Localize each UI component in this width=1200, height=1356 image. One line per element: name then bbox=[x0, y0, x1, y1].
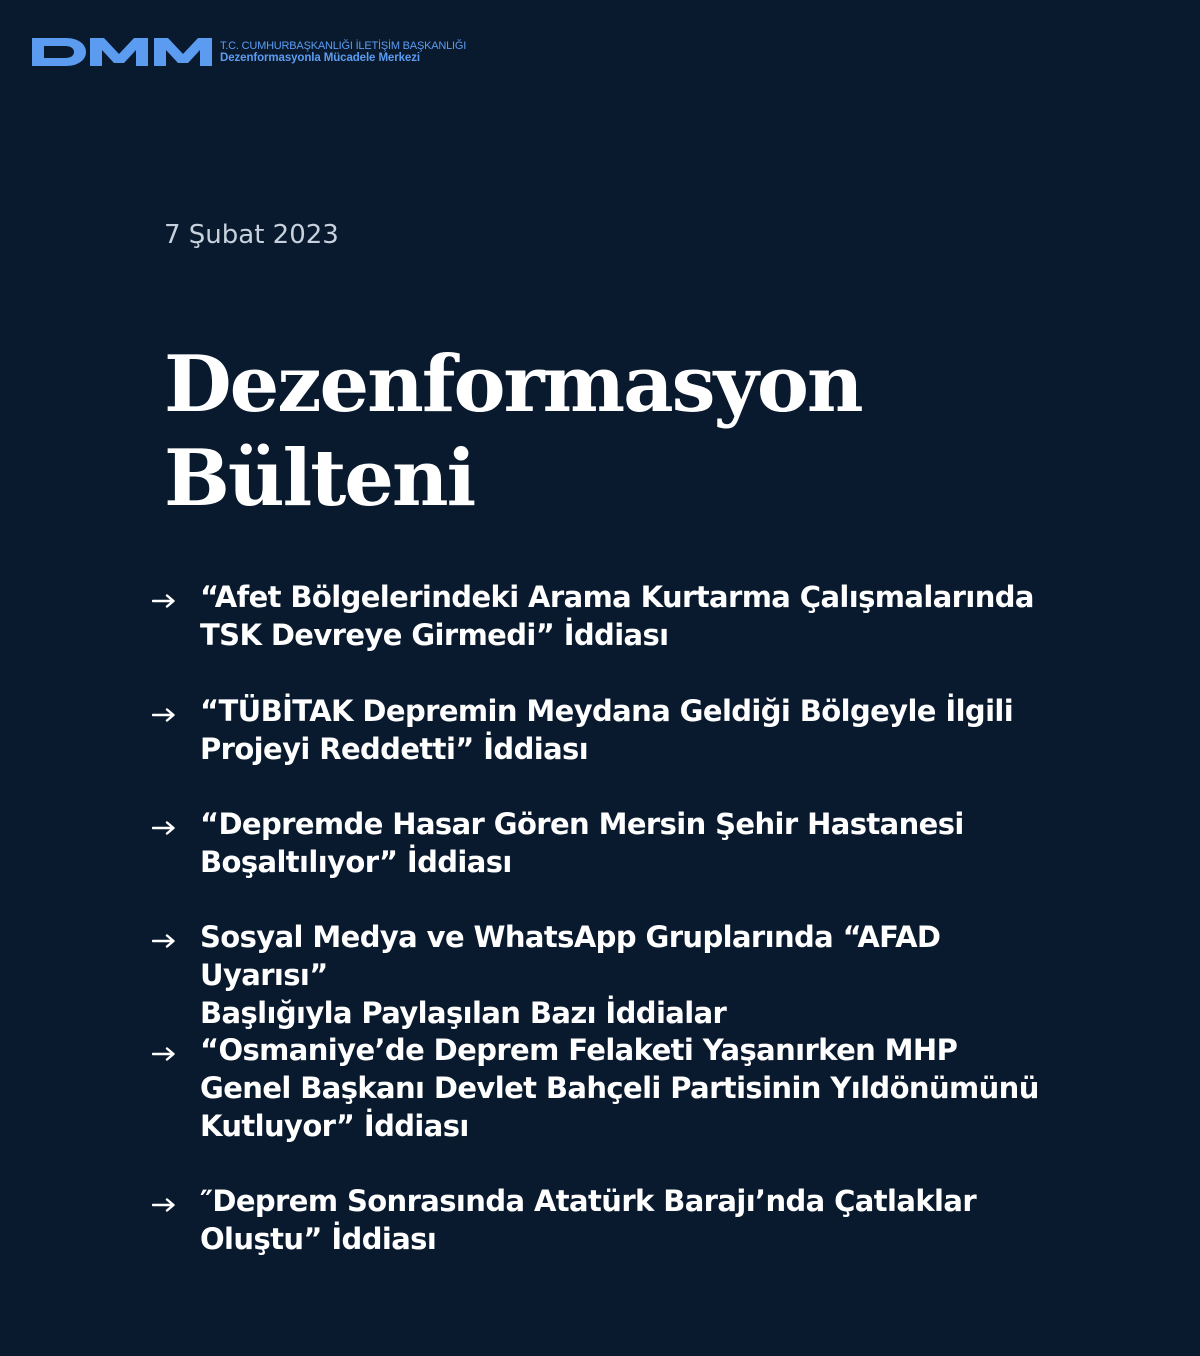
claim-text[interactable] bbox=[200, 1182, 976, 1258]
claim-text[interactable] bbox=[200, 918, 1072, 1032]
arrow-right-icon bbox=[152, 1031, 200, 1061]
claim-text-line: Başlığıyla Paylaşılan Bazı İddialar bbox=[200, 996, 727, 1030]
claim-text-line: Genel Başkanı Devlet Bahçeli Partisinin Yıldönümünü bbox=[200, 1071, 1039, 1105]
claim-item[interactable] bbox=[152, 692, 1013, 768]
arrow-right-icon bbox=[152, 578, 200, 608]
bulletin-date: 7 Şubat 2023 bbox=[164, 220, 339, 250]
claim-text[interactable] bbox=[200, 578, 1034, 654]
claim-text[interactable] bbox=[200, 1031, 1039, 1145]
claim-text-line: Kutluyor” İddiası bbox=[200, 1109, 469, 1143]
claim-item[interactable] bbox=[152, 578, 1034, 654]
claim-item[interactable] bbox=[152, 805, 964, 881]
claim-text-line: “Osmaniye’de Deprem Felaketi Yaşanırken MHP bbox=[200, 1033, 958, 1067]
claim-text-line: ″Deprem Sonrasında Atatürk Barajı’nda Çatlaklar bbox=[200, 1184, 977, 1218]
claim-item[interactable] bbox=[152, 1182, 976, 1258]
logo-text bbox=[220, 40, 466, 64]
claim-item[interactable] bbox=[152, 1031, 1039, 1145]
claim-text-line: Boşaltılıyor” İddiası bbox=[200, 845, 512, 879]
logo-org-name: T.C. CUMHURBAŞKANLIĞI İLETİŞİM BAŞKANLIĞI bbox=[220, 40, 467, 52]
dmm-logo-mark-icon bbox=[32, 38, 214, 66]
arrow-right-icon bbox=[152, 1182, 200, 1212]
arrow-right-icon bbox=[152, 692, 200, 722]
page-title bbox=[164, 338, 1064, 526]
logo-center-name: Dezenformasyonla Mücadele Merkezi bbox=[220, 52, 420, 64]
arrow-right-icon bbox=[152, 805, 200, 835]
dmm-logo bbox=[32, 38, 466, 66]
arrow-right-icon bbox=[152, 918, 200, 948]
title-line-1: Dezenformasyon bbox=[164, 339, 862, 430]
claim-text[interactable] bbox=[200, 805, 964, 881]
claim-text-line: “Depremde Hasar Gören Mersin Şehir Hastanesi bbox=[200, 807, 964, 841]
claim-text-line: “TÜBİTAK Depremin Meydana Geldiği Bölgeyle İlgili bbox=[200, 694, 1014, 728]
claim-item[interactable] bbox=[152, 918, 1072, 1032]
title-line-2: Bülteni bbox=[164, 433, 475, 524]
claim-text-line: Oluştu” İddiası bbox=[200, 1222, 437, 1256]
claim-text[interactable] bbox=[200, 692, 1013, 768]
claim-text-line: Projeyi Reddetti” İddiası bbox=[200, 732, 589, 766]
claim-text-line: Sosyal Medya ve WhatsApp Gruplarında “AFAD Uyarısı” bbox=[200, 920, 941, 992]
claim-text-line: “Afet Bölgelerindeki Arama Kurtarma Çalışmalarında bbox=[200, 580, 1034, 614]
claim-text-line: TSK Devreye Girmedi” İddiası bbox=[200, 618, 669, 652]
